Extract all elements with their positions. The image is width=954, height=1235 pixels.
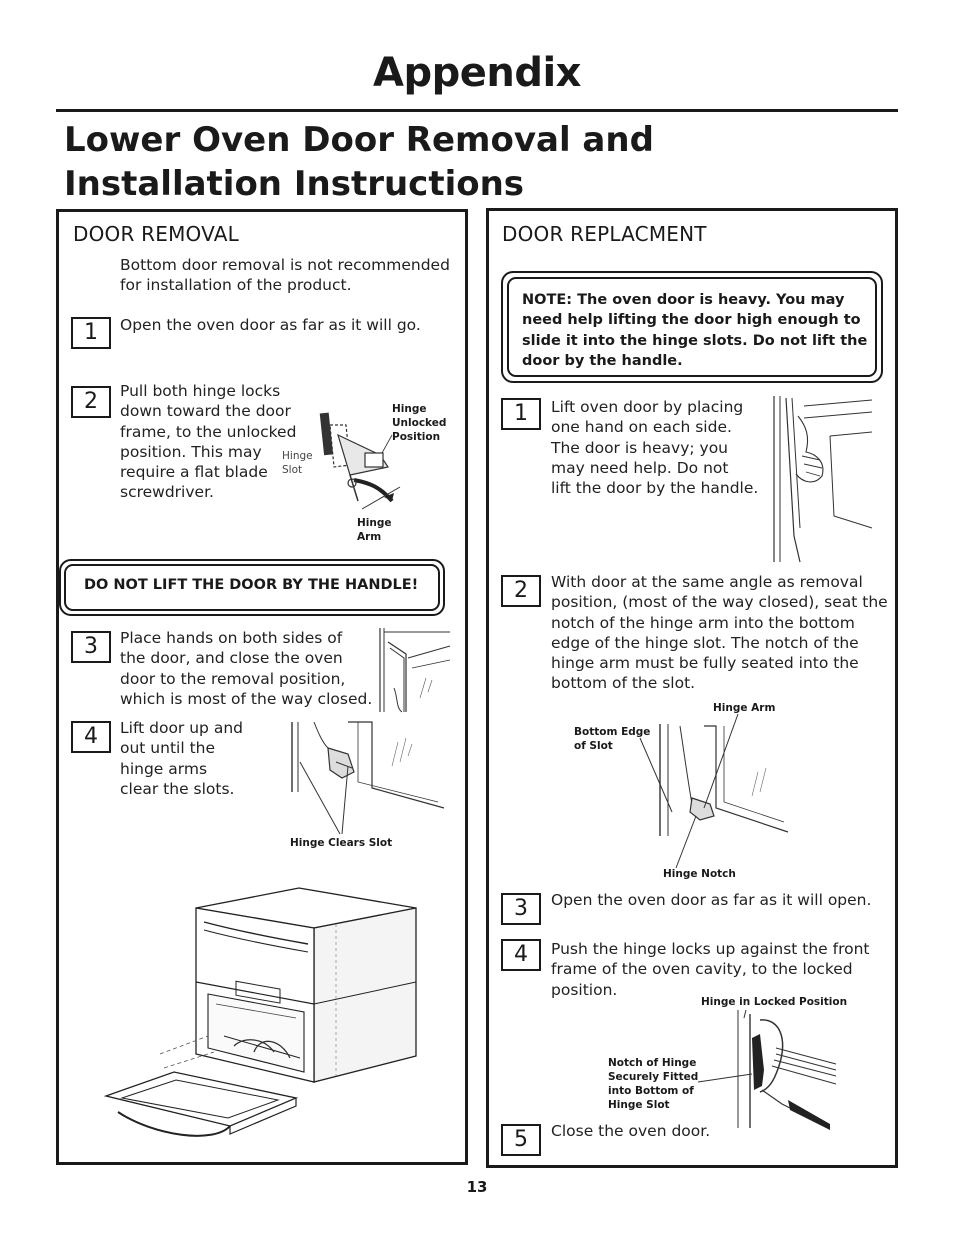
replacement-step-2-text <box>551 572 888 694</box>
text-line: With door at the same angle as removal <box>551 573 863 591</box>
note-text <box>522 290 867 371</box>
text-line: The door is heavy; you <box>551 438 729 457</box>
text-line: edge of the hinge slot. The notch of the <box>551 633 859 652</box>
text-line: Close the oven door. <box>551 1122 711 1140</box>
text-line: position, (most of the way closed), seat the <box>551 593 888 612</box>
text-line: position. This may <box>120 442 262 461</box>
section-title-line: Installation Instructions <box>64 164 525 204</box>
label-line: Bottom Edge <box>574 726 651 738</box>
text-line: which is most of the way closed. <box>120 689 373 708</box>
replacement-step-2-number: 2 <box>501 575 541 607</box>
hinge-notch-label: Hinge Notch <box>663 868 736 880</box>
text-line: down toward the door <box>120 402 291 421</box>
replacement-step-5-number: 5 <box>501 1124 541 1156</box>
text-line: may need help. Do not <box>551 458 729 477</box>
label-line: Notch of Hinge <box>608 1057 697 1069</box>
removal-step-1-number: 1 <box>71 317 111 349</box>
hinge-unlocked-position-label <box>392 402 446 444</box>
removal-step-3-text <box>120 628 372 709</box>
removal-step-4-number: 4 <box>71 721 111 753</box>
text-line: need help lifting the door high enough to <box>522 312 861 329</box>
replacement-step-1-text <box>551 397 758 498</box>
text-line: lift the door by the handle. <box>551 479 759 498</box>
hinge-seating-illustration <box>640 712 790 872</box>
text-line: the door, and close the oven <box>120 649 343 668</box>
section-title <box>64 118 764 206</box>
page-number: 13 <box>466 1178 488 1196</box>
hinge-clears-slot-label: Hinge Clears Slot <box>290 837 393 849</box>
notch-fitted-label <box>608 1056 698 1112</box>
text-line: Open the oven door as far as it will go. <box>120 316 421 334</box>
text-line: require a flat blade <box>120 463 268 482</box>
section-title-line: Lower Oven Door Removal and <box>64 120 654 160</box>
hinge-locked-illustration <box>690 1010 840 1132</box>
text-line: slide it into the hinge slots. Do not lift the <box>522 332 868 349</box>
removal-step-2-number: 2 <box>71 386 111 418</box>
replacement-step-5-text <box>551 1121 710 1141</box>
text-line: NOTE: The oven door is heavy. You may <box>522 292 845 308</box>
text-line: Open the oven door as far as it will open. <box>551 891 872 909</box>
label-line: of Slot <box>574 740 613 752</box>
label-line: Unlocked <box>392 417 447 429</box>
text-line: Place hands on both sides of <box>120 629 343 647</box>
text-line: Pull both hinge locks <box>120 382 281 400</box>
wall-oven-illustration <box>104 886 424 1144</box>
text-line: door by the handle. <box>522 352 683 369</box>
page-title: Appendix <box>373 50 581 96</box>
replacement-step-3-number: 3 <box>501 893 541 925</box>
removal-step-3-number: 3 <box>71 631 111 663</box>
label-line: into Bottom of <box>608 1085 694 1097</box>
text-line: door to the removal position, <box>120 669 346 688</box>
text-line: frame, to the unlocked <box>120 422 297 441</box>
text-line: screwdriver. <box>120 483 214 502</box>
replacement-step-4-number: 4 <box>501 939 541 971</box>
text-line: hinge arms <box>120 759 208 778</box>
hinge-locked-position-label: Hinge in Locked Position <box>701 996 848 1008</box>
hinge-slot-label <box>282 449 313 477</box>
door-replacement-heading: DOOR REPLACMENT <box>502 222 707 246</box>
label-line: Hinge <box>282 450 313 462</box>
label-line: Hinge <box>357 517 392 529</box>
hinge-arm-label <box>357 516 392 544</box>
title-divider <box>56 109 898 112</box>
text-line: Push the hinge locks up against the front <box>551 940 870 958</box>
text-line: position. <box>551 980 618 999</box>
hinge-arm-label-replacement: Hinge Arm <box>713 702 776 714</box>
text-line: notch of the hinge arm into the bottom <box>551 613 855 632</box>
text-line: Lift door up and <box>120 719 243 737</box>
text-line: frame of the oven cavity, to the locked <box>551 960 853 979</box>
removal-step-4-text <box>120 718 243 799</box>
removal-step-1-text <box>120 315 421 335</box>
replacement-step-1-number: 1 <box>501 398 541 430</box>
label-line: Hinge <box>392 403 427 415</box>
label-line: Arm <box>357 531 382 543</box>
replacement-step-3-text <box>551 890 871 910</box>
door-removal-heading: DOOR REMOVAL <box>73 222 239 246</box>
door-close-illustration <box>376 628 452 714</box>
label-line: Position <box>392 431 441 443</box>
label-line: Securely Fitted <box>608 1071 699 1083</box>
removal-step-2-text <box>120 381 296 503</box>
text-line: hinge arm must be fully seated into the <box>551 654 859 673</box>
text-line: Bottom door removal is not recommended <box>120 256 450 274</box>
text-line: clear the slots. <box>120 779 235 798</box>
label-line: Hinge Slot <box>608 1099 670 1111</box>
text-line: one hand on each side. <box>551 418 732 437</box>
lift-door-illustration <box>770 396 874 564</box>
removal-intro-text <box>120 255 450 296</box>
replacement-step-4-text <box>551 939 870 1000</box>
warning-text: DO NOT LIFT THE DOOR BY THE HANDLE! <box>84 577 419 593</box>
text-line: Lift oven door by placing <box>551 398 744 416</box>
bottom-edge-of-slot-label <box>574 725 650 753</box>
text-line: bottom of the slot. <box>551 674 696 693</box>
text-line: for installation of the product. <box>120 276 352 295</box>
label-line: Slot <box>282 464 303 476</box>
text-line: out until the <box>120 739 216 758</box>
hinge-clears-slot-illustration <box>288 722 448 834</box>
